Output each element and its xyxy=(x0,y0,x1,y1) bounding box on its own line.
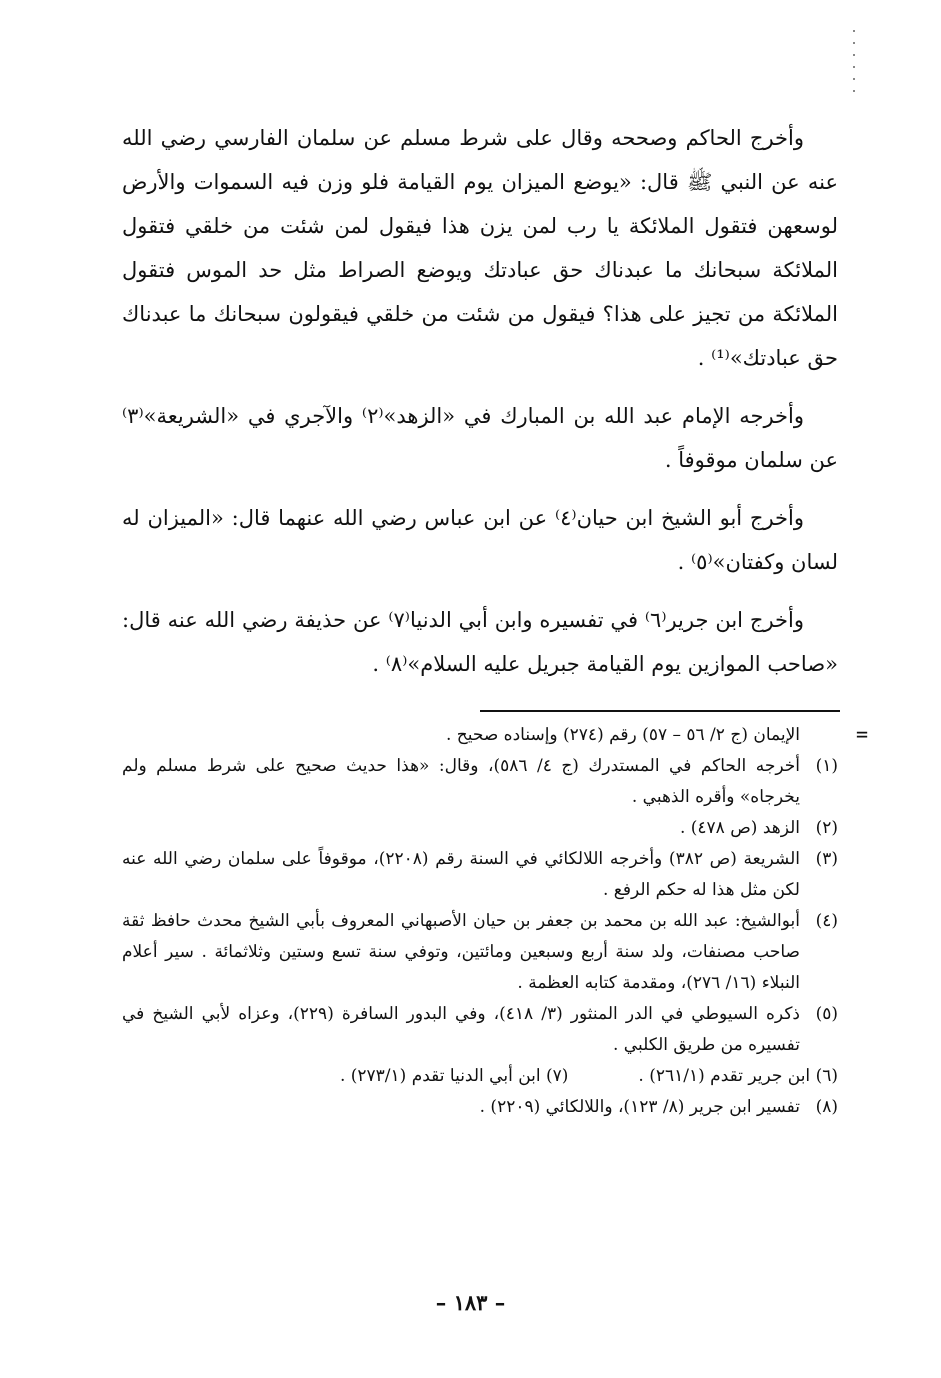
footnote-number: (٣) xyxy=(815,849,838,869)
footnote-text: أخرجه الحاكم في المستدرك (ج ٤/ ٥٨٦)، وقال: «هذا حديث صحيح على شرط مسلم ولم يخرجاه» وأقره الذهبي . xyxy=(122,756,800,807)
footnote-text: الشريعة (ص ٣٨٢) وأخرجه اللالكائي في السنة رقم (٢٢٠٨)، موقوفاً على سلمان رضي الله عنه لكن مثل هذا له حكم الرفع . xyxy=(122,849,800,900)
footnote-number: (٢) xyxy=(815,818,838,838)
footnote-text: الزهد (ص ٤٧٨) . xyxy=(679,818,800,838)
page-number: – ١٨٣ – xyxy=(435,1290,506,1315)
footnote-number: (٥) xyxy=(815,1004,838,1024)
footnote-5 xyxy=(122,999,838,1061)
footnote-number: (٨) xyxy=(815,1097,838,1117)
footnote-6 xyxy=(638,1061,838,1092)
footnote-number: (١) xyxy=(815,756,838,776)
footnote-text: أبوالشيخ: عبد الله بن محمد بن جعفر بن حيان الأصبهاني المعروف بأبي الشيخ محدث حافظ ثقة صاحب مصنفات، ولد سنة أربع وسبعين ومائتين، وتوفي سنة تسع وستين وثلاثمائة . سير أعلام النبلاء (١٦/ ٢٧٦)، ومقدمة كتابه العظمة . xyxy=(122,911,800,993)
scan-margin-dots xyxy=(853,30,857,110)
footnote-pair xyxy=(122,1061,838,1092)
paragraph-hakim: وأخرج الحاكم وصححه وقال على شرط مسلم عن سلمان الفارسي رضي الله عنه عن النبي ﷺ قال: «يوضع الميزان يوم القيامة فلو وزن فيه السموات والأرض لوسعهن فتقول الملائكة يا رب لمن يزن هذا فيقول لمن شئت من خلقي فتقول الملائكة سبحانك ما عبدناك حق عبادتك ويوضع الصراط مثل حد الموس فتقول الملائكة من تجيز على هذا؟ فيقول من شئت من خلقي فيقولون سبحانك ما عبدناك حق عبادتك»⁽¹⁾ . xyxy=(122,126,838,370)
footnote-7 xyxy=(340,1061,568,1092)
paragraph-ibn-mubarak: وأخرجه الإمام عبد الله بن المبارك في «الزهد»⁽٢⁾ والآجري في «الشريعة»⁽٣⁾ عن سلمان موقوفاً . xyxy=(122,404,838,472)
main-text xyxy=(122,116,838,700)
paragraph-abu-shaykh: وأخرج أبو الشيخ ابن حيان⁽٤⁾ عن ابن عباس رضي الله عنهما قال: «الميزان له لسان وكفتان»⁽٥⁾ . xyxy=(122,506,838,574)
footnote-text: ابن جرير تقدم (٢٦١/١) . xyxy=(638,1066,811,1086)
footnote-text: تفسير ابن جرير (٨/ ١٢٣)، واللالكائي (٢٢٠٩) . xyxy=(479,1097,800,1117)
footnote-2 xyxy=(122,813,838,844)
footnote-1 xyxy=(122,751,838,813)
footnote-4 xyxy=(122,906,838,999)
footnote-text: ابن أبي الدنيا تقدم (٢٧٣/١) . xyxy=(339,1066,541,1086)
footnote-carry-over xyxy=(122,720,838,751)
footnote-text: ذكره السيوطي في الدر المنثور (٣/ ٤١٨)، وفي البدور السافرة (٢٢٩)، وعزاه لأبي الشيخ في تفسيره من طريق الكلبي . xyxy=(122,1004,800,1055)
continuation-mark: = xyxy=(856,722,869,746)
footnote-8 xyxy=(122,1092,838,1123)
footnote-number: (٤) xyxy=(815,911,838,931)
footnote-3 xyxy=(122,844,838,906)
footnote-number: (٦) xyxy=(815,1066,838,1086)
paragraph-ibn-jarir: وأخرج ابن جرير⁽٦⁾ في تفسيره وابن أبي الدنيا⁽٧⁾ عن حذيفة رضي الله عنه قال: «صاحب الموازين يوم القيامة جبريل عليه السلام»⁽٨⁾ . xyxy=(122,608,838,676)
footnote-separator xyxy=(480,710,840,712)
footnote-number: (٧) xyxy=(546,1066,569,1086)
footnotes xyxy=(122,720,838,1123)
footnote-text: الإيمان (ج ٢/ ٥٦ – ٥٧) رقم (٢٧٤) وإسناده صحيح . xyxy=(445,725,800,745)
footnote-6-7 xyxy=(122,1061,838,1092)
